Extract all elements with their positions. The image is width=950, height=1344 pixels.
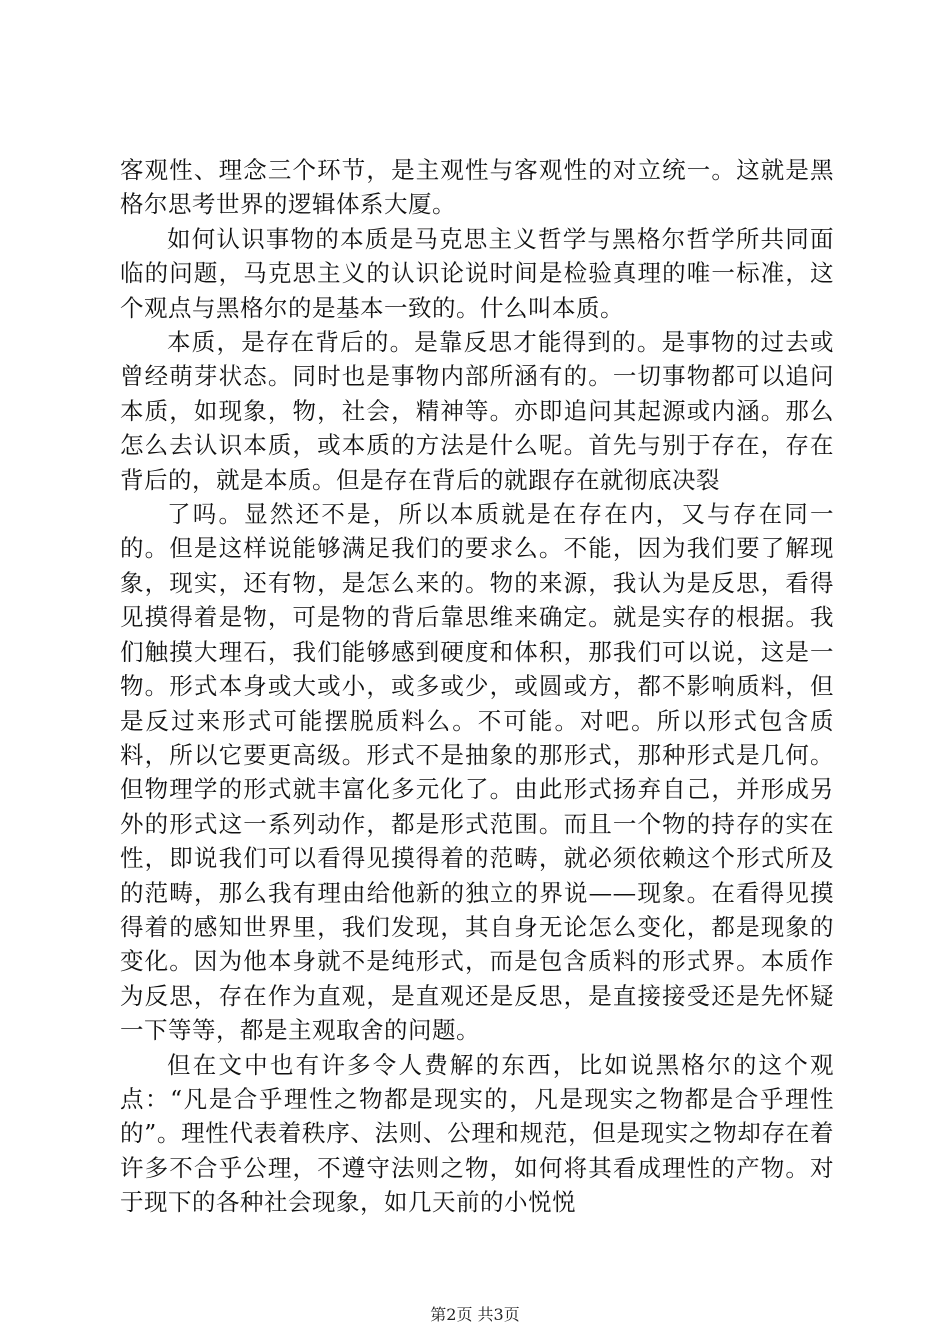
document-body: [120, 153, 834, 1220]
page-footer: 第2页 共3页: [430, 1305, 520, 1324]
paragraph-4: 了吗。显然还不是，所以本质就是在存在内，又与存在同一的。但是这样说能够满足我们的要求么。不能，因为我们要了解现象，现实，还有物，是怎么来的。物的来源，我认为是反思，看得见摸得着是物，可是物的背后靠思维来确定。就是实存的根据。我们触摸大理石，我们能够感到硬度和体积，那我们可以说，这是一物。形式本身或大或小，或多或少，或圆或方，都不影响质料，但是反过来形式可能摆脱质料么。不可能。对吧。所以形式包含质料，所以它要更高级。形式不是抽象的那形式，那种形式是几何。但物理学的形式就丰富化多元化了。由此形式扬弃自己，并形成另外的形式这一系列动作，都是形式范围。而且一个物的持存的实在性，即说我们可以看得见摸得着的范畴，就必须依赖这个形式所及的范畴，那么我有理由给他新的独立的界说——现象。在看得见摸得着的感知世界里，我们发现，其自身无论怎么变化，都是现象的变化。因为他本身就不是纯形式，而是包含质料的形式界。本质作为反思，存在作为直观，是直观还是反思，是直接接受还是先怀疑一下等等，都是主观取舍的问题。: [120, 500, 834, 1045]
paragraph-5: 但在文中也有许多令人费解的东西，比如说黑格尔的这个观点：“凡是合乎理性之物都是现实的，凡是现实之物都是合乎理性的”。理性代表着秩序、法则、公理和规范，但是现实之物却存在着许多不合乎公理，不遵守法则之物，如何将其看成理性的产物。对于现下的各种社会现象，如几天前的小悦悦: [120, 1050, 834, 1217]
paragraph-3: 本质，是存在背后的。是靠反思才能得到的。是事物的过去或曾经萌芽状态。同时也是事物内部所涵有的。一切事物都可以追问本质，如现象，物，社会，精神等。亦即追问其起源或内涵。那么怎么去认识本质，或本质的方法是什么呢。首先与别于存在，存在背后的，就是本质。但是存在背后的就跟存在就彻底决裂: [120, 328, 834, 494]
paragraph-2: 如何认识事物的本质是马克思主义哲学与黑格尔哲学所共同面临的问题，马克思主义的认识论说时间是检验真理的唯一标准，这个观点与黑格尔的是基本一致的。什么叫本质。: [120, 224, 834, 322]
paragraph-1: 客观性、理念三个环节，是主观性与客观性的对立统一。这就是黑格尔思考世界的逻辑体系大厦。: [120, 156, 834, 219]
